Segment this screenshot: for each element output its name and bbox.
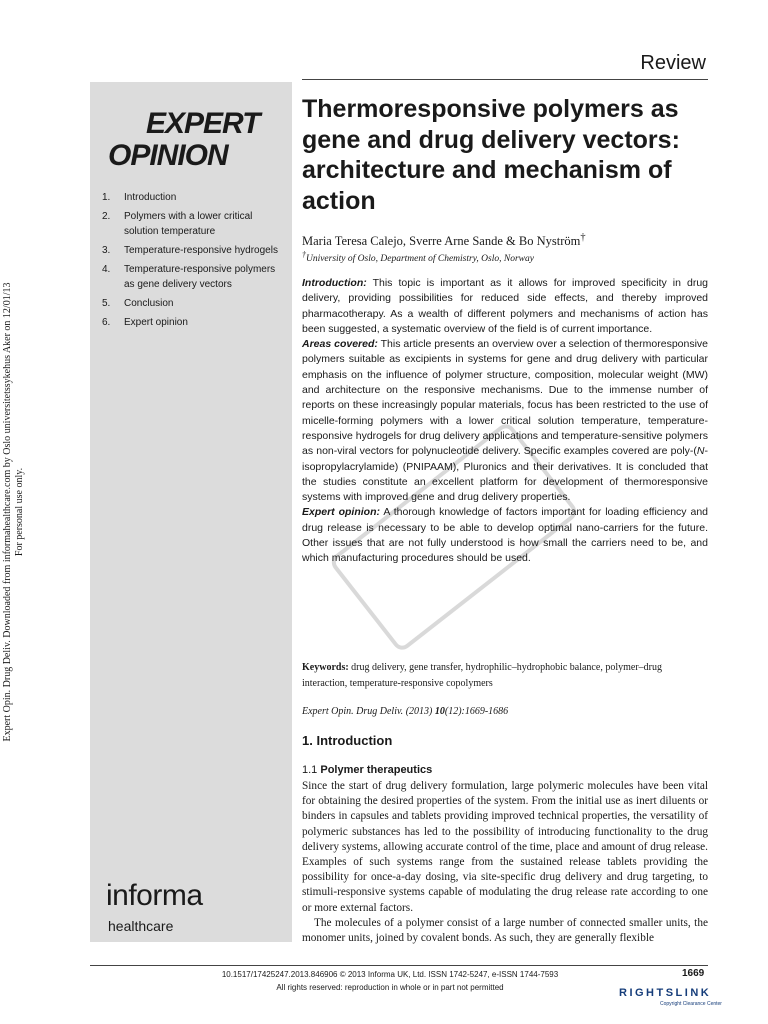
toc-number: 2.	[102, 211, 111, 222]
toc-number: 1.	[102, 192, 111, 203]
table-of-contents	[102, 190, 282, 334]
toc-number: 4.	[102, 264, 111, 275]
page-number: 1669	[682, 968, 705, 979]
doi-line: 10.1517/17425247.2013.846906 © 2013 Informa UK, Ltd. ISSN 1742-5247, e-ISSN 1744-7593	[221, 970, 559, 979]
footer-divider	[90, 965, 708, 966]
authors-text: Maria Teresa Calejo, Sverre Arne Sande & Bo Nyström	[302, 234, 581, 249]
abstract-areas-text-a: This article presents an overview over a selection of thermoresponsive polymers suitable as excipients in systems for gene and drug delivery with particular emphasis on the influence of polymer structure, composition, molecular weight (MW) and architecture on the responsive mechanisms. Due to the immense number of reports on these increasingly popular materials, focus has been restricted to the use of micelle-forming polymers with a lower critical solution temperature, temperature-responsive hydrogels for drug delivery applications and temperature-sensitive polymers as non-viral vectors for polynucleotide delivery. Specific examples covered are poly-(	[302, 338, 709, 458]
citation-year: (2013)	[403, 706, 435, 717]
section-number: 1.	[302, 733, 313, 748]
publisher-logo: informa	[106, 879, 203, 912]
rights-line: All rights reserved: reproduction in whole or in part not permitted	[276, 983, 504, 992]
section-title: Introduction	[316, 733, 393, 748]
paragraph: Since the start of drug delivery formulation, large polymeric molecules have been vital for obtaining the desired properties of the system. From the initial use as inert diluents or binders in capsules and tablets providing improved technical properties, the versatility of polymeric substances has led to the possibility of introducing functionality to the drug delivery systems, allowing accurate control of the time, place and amount of drug release. Examples of such systems range from the sustained release tablets providing the possibility for once-a-day dosing, via site-specific drug delivery and drug targeting, to stimuli-responsive systems capable of modulating the drug release rate according to one or more external factors.	[302, 780, 708, 914]
expert-opinion-logo	[108, 108, 260, 172]
rightslink-subtitle: Copyright Clearance Center	[660, 1001, 722, 1007]
toc-item[interactable]	[102, 190, 282, 205]
affiliation-mark: †	[302, 250, 306, 259]
citation-pages: (12):1669-1686	[444, 706, 509, 717]
abstract-areas-text-b: -isopropylacrylamide) (PNIPAAM), Pluronics and their derivatives. It is concluded that the studies constitute an excellent platform for development of thermoresponsive systems with improved gene and drug delivery properties.	[302, 445, 708, 504]
citation-volume: 10	[434, 706, 445, 717]
citation-journal: Expert Opin. Drug Deliv.	[302, 706, 404, 717]
toc-item[interactable]	[102, 243, 282, 258]
toc-label: Temperature-responsive polymers as gene delivery vectors	[124, 264, 276, 290]
abstract-expert-text: A thorough knowledge of factors important for loading efficiency and drug release is necessary to be able to develop optimal nano-carriers for the future. Other issues that are not fully understood is how small the carriers need to be, and which manufacturing procedures should be used.	[302, 506, 708, 565]
abstract-introduction	[302, 276, 708, 337]
subsection-title: Polymer therapeutics	[320, 764, 433, 776]
abstract-areas-label: Areas covered:	[302, 338, 378, 351]
abstract-expert-label: Expert opinion:	[302, 506, 381, 519]
toc-label: Expert opinion	[124, 317, 188, 328]
toc-label: Conclusion	[124, 298, 174, 309]
abstract-expert-opinion	[302, 505, 708, 566]
rightslink-logo[interactable]: RIGHTSLINK	[619, 987, 712, 999]
abstract-intro-label: Introduction:	[302, 277, 367, 289]
keywords-text: drug delivery, gene transfer, hydrophilic–hydrophobic balance, polymer–drug interaction, temperature-responsive copolymers	[302, 662, 662, 689]
keywords	[302, 660, 708, 692]
body-text	[302, 779, 708, 946]
publisher-subtitle: healthcare	[108, 918, 174, 934]
subsection-number: 1.1	[302, 764, 318, 776]
toc-label: Temperature-responsive hydrogels	[124, 245, 278, 256]
toc-number: 5.	[102, 298, 111, 309]
section-label: Review	[640, 52, 706, 74]
paragraph: The molecules of a polymer consist of a large number of connected smaller units, the monomer units, joined by covalent bonds. As such, they are generally flexible	[302, 916, 708, 945]
keywords-label: Keywords:	[302, 662, 349, 673]
author-footnote-mark: †	[580, 232, 586, 243]
toc-number: 6.	[102, 317, 111, 328]
logo-line-1: EXPERT	[146, 107, 260, 140]
toc-label: Polymers with a lower critical solution temperature	[124, 211, 253, 237]
abstract-intro-text: This topic is important as it allows for improved specificity in drug delivery, providing possibilities for reduced side effects, and thereby improved pharmacotherapy. As a wealth of different polymers and mechanisms of action has been suggested, a systematic overview of the field is of current importance.	[302, 277, 708, 335]
abstract-areas	[302, 337, 708, 505]
citation	[302, 706, 508, 717]
margin-note-line-2: For personal use only.	[14, 467, 25, 557]
affiliation-text: University of Oslo, Department of Chemistry, Oslo, Norway	[305, 254, 534, 265]
toc-number: 3.	[102, 245, 111, 256]
subsection-heading	[302, 764, 432, 776]
toc-item[interactable]	[102, 209, 282, 239]
toc-item[interactable]	[102, 262, 282, 292]
toc-item[interactable]	[102, 315, 282, 330]
header-divider	[302, 79, 708, 80]
abstract	[302, 276, 708, 567]
download-margin-note	[2, 283, 26, 742]
author-list	[302, 232, 586, 249]
section-heading	[302, 733, 392, 748]
margin-note-line-1: Expert Opin. Drug Deliv. Downloaded from informahealthcare.com by Oslo universitetssykehus Aker on 12/01/13	[2, 282, 13, 742]
logo-line-2: OPINION	[108, 139, 228, 172]
toc-label: Introduction	[124, 192, 177, 203]
affiliation	[302, 250, 534, 264]
toc-item[interactable]	[102, 296, 282, 311]
article-title: Thermoresponsive polymers as gene and drug delivery vectors: architecture and mechanism of action	[302, 95, 680, 215]
footer-info	[190, 968, 590, 994]
abstract-areas-italic: N	[696, 445, 705, 458]
